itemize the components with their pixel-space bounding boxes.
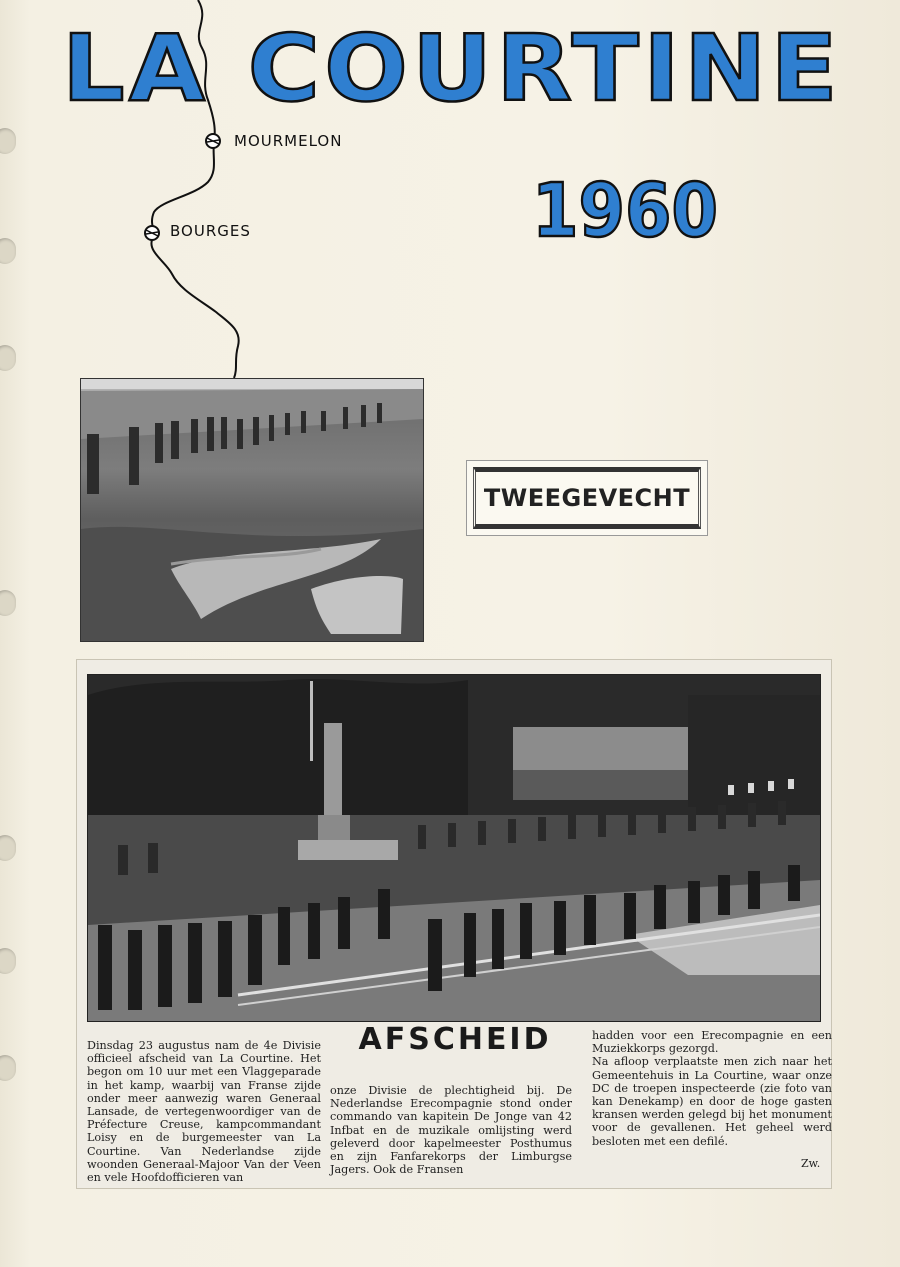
article-signature: Zw.	[801, 1157, 821, 1170]
article-column-3	[592, 1029, 832, 1148]
binder-hole	[0, 238, 16, 264]
newspaper-clipping	[76, 659, 832, 1189]
page-title	[60, 0, 850, 135]
article-column-3-part-1: hadden voor een Erecompagnie en een Muziekkorps gezorgd.	[592, 1029, 832, 1056]
section-label: TWEEGEVECHT	[483, 484, 691, 512]
binder-hole	[0, 590, 16, 616]
section-label-box	[466, 460, 708, 536]
article-column-2: onze Divisie de plechtigheid bij. De Nederlandse Erecompagnie stond onder commando van kapitein De Jonge van 42 Infbat en de muzikale omlijsting werd geleverd door kapelmeester Posthumus en zijn Fanfarekorps der Limburgse Jagers. Ook de Fransen	[330, 1084, 572, 1177]
binder-hole	[0, 835, 16, 861]
year-text: 1960	[532, 168, 718, 254]
title-text: LA COURTINE	[62, 15, 842, 122]
title-year	[528, 160, 728, 255]
map-label-mourmelon: MOURMELON	[234, 132, 343, 150]
binder-hole	[0, 1055, 16, 1081]
map-label-bourges: BOURGES	[170, 222, 251, 240]
photo-soldiers-field	[80, 378, 424, 642]
article-headline: AFSCHEID	[358, 1022, 552, 1057]
article-column-1: Dinsdag 23 augustus nam de 4e Divisie officieel afscheid van La Courtine. Het begon om 10 uur met een Vlaggeparade in het kamp, waarbij van Franse zijde onder meer aanwezig waren Generaal Lansade, de vertegenwoordiger van de Préfecture Creuse, kampcommandant Loisy en de burgemeester van La Courtine. Van Nederlandse zijde woonden Generaal-Majoor Van der Veen en vele Hoofdofficieren van	[87, 1039, 321, 1185]
binder-hole	[0, 128, 16, 154]
article-column-3-part-2: Na afloop verplaatste men zich naar het Gemeentehuis in La Courtine, waar onze DC de troepen inspecteerde (zie foto van kan Denekamp) en door de hoge gasten kransen werden gelegd bij het monument voor de gevallenen. Het geheel werd besloten met een defilé.	[592, 1055, 832, 1148]
photo-ceremony	[87, 674, 821, 1022]
binder-hole	[0, 345, 16, 371]
binder-hole	[0, 948, 16, 974]
article	[87, 1022, 832, 1185]
